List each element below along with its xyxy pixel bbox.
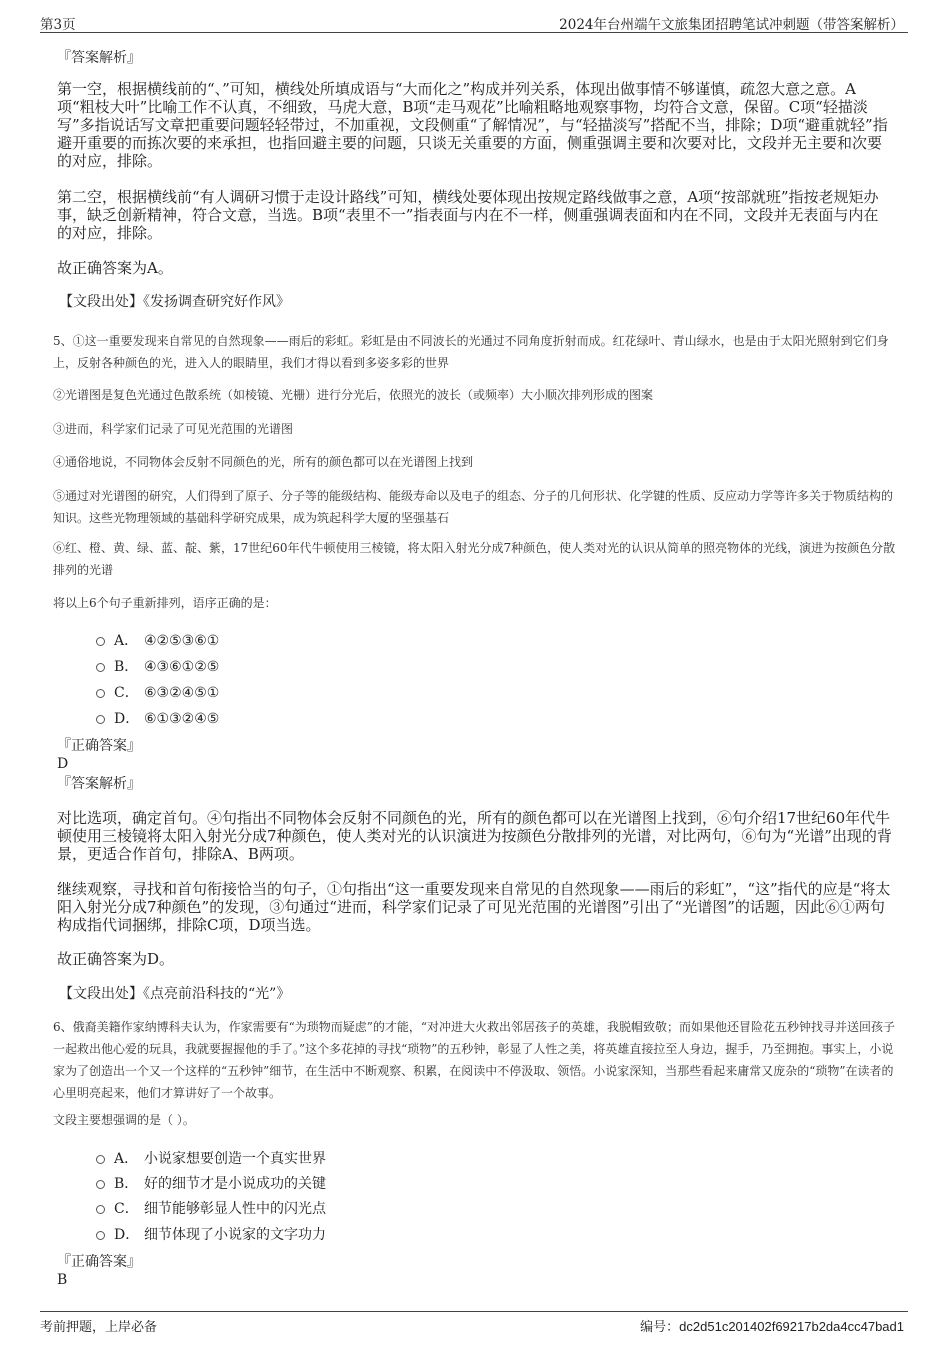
q6-passage: 6、俄裔美籍作家纳博科夫认为，作家需要有“为琐物而疑虑”的才能，“对冲进大火救出邻居孩子的英雄，我脱帽致敬；而如果他还冒险花五秒钟找寻并送回孩子一起救出他心爱的玩具，我就要握握他的手了。”这个多花掉的寻找“琐物”的五秒钟，彰显了人性之美，将英雄直接拉至人身边，握手，乃至拥抱。事实上，小说家为了创造出一个又一个这样的“五秒钟”细节，在生活中不断观察、积累，在阅读中不停汲取、领悟。小说家深知，当那些看起来庸常又庞杂的“琐物”在读者的心里明亮起来，他们才算讲好了一个故事。 — [53, 1020, 896, 1100]
q5-sentence-5: ⑤通过对光谱图的研究，人们得到了原子、分子等的能级结构、能级寿命以及电子的组态、分子的几何形状、化学键的性质、反应动力学等许多关于物质结构的知识。这些光物理领域的基础科学研究成果，成为筑起科学大厦的坚强基石 — [53, 489, 894, 525]
option-letter: A． — [114, 1151, 139, 1167]
document-title: 2024年台州端午文旅集团招聘笔试冲刺题（带答案解析） — [559, 17, 904, 33]
q5-analysis-label: 『答案解析』 — [57, 776, 141, 792]
option-letter: C． — [114, 685, 139, 701]
q5-sentence-4: ④通俗地说，不同物体会反射不同颜色的光，所有的颜色都可以在光谱图上找到 — [53, 455, 474, 469]
radio-icon[interactable] — [96, 715, 105, 724]
q5-sentence-1: 5、①这一重要发现来自常见的自然现象——雨后的彩虹。彩虹是由不同波长的光通过不同角度折射而成。红花绿叶、青山绿水，也是由于太阳光照射到它们身上，反射各种颜色的光，进入人的眼睛里，我们才得以看到多姿多彩的世界 — [53, 334, 889, 370]
q4-source: 【文段出处】《发扬调查研究好作风》 — [59, 294, 290, 310]
radio-icon[interactable] — [96, 663, 105, 672]
q5-sentence-6: ⑥红、橙、黄、绿、蓝、靛、紫，17世纪60年代牛顿使用三棱镜，将太阳入射光分成7种颜色，使人类对光的认识从简单的照亮物体的光线，演进为按颜色分散排列的光谱 — [53, 541, 896, 577]
q5-conclusion: 故正确答案为D。 — [57, 950, 175, 968]
option-text: 细节体现了小说家的文字功力 — [144, 1227, 326, 1243]
q5-source: 【文段出处】《点亮前沿科技的“光”》 — [59, 986, 291, 1002]
q4-conclusion: 故正确答案为A。 — [57, 259, 173, 277]
option-text: 细节能够彰显人性中的闪光点 — [144, 1201, 326, 1217]
q4-analysis-para2: 第二空，根据横线前“有人调研习惯于走设计路线”可知，横线处要体现出按规定路线做事之意，A项“按部就班”指按老规矩办事，缺乏创新精神，符合文意，当选。B项“表里不一”指表面与内在不一样，侧重强调表面和内在不同，文段并无表面与内在的对应，排除。 — [57, 188, 879, 242]
q5-sentence-2: ②光谱图是复色光通过色散系统（如棱镜、光栅）进行分光后，依照光的波长（或频率）大小顺次排列形成的图案 — [53, 388, 654, 402]
q6-option-c[interactable] — [96, 1198, 326, 1218]
page-number: 第3页 — [40, 17, 76, 33]
q5-option-b[interactable] — [96, 656, 219, 676]
q4-analysis-para1: 第一空，根据横线前的“、”可知，横线处所填成语与“大而化之”构成并列关系，体现出做事情不够谨慎，疏忽大意之意。A项“粗枝大叶”比喻工作不认真，不细致，马虎大意，B项“走马观花”比喻粗略地观察事物，均符合文意，保留。C项“轻描淡写”多指说话写文章把重要问题轻轻带过，不加重视，文段侧重“了解情况”，与“轻描淡写”搭配不当，排除；D项“避重就轻”指避开重要的而拣次要的来承担，也指回避主要的问题，只谈无关重要的方面，侧重强调主要和次要对比，文段并无主要和次要的对应，排除。 — [57, 80, 888, 170]
option-text: 小说家想要创造一个真实世界 — [144, 1151, 326, 1167]
option-letter: B． — [114, 1176, 139, 1192]
q6-answer-label: 『正确答案』 — [57, 1254, 141, 1270]
option-letter: A． — [114, 633, 139, 649]
radio-icon[interactable] — [96, 1205, 105, 1214]
option-text: 好的细节才是小说成功的关键 — [144, 1176, 326, 1192]
option-letter: D． — [114, 1227, 140, 1243]
page-footer — [40, 1311, 908, 1335]
q6-option-b[interactable] — [96, 1173, 326, 1193]
q5-answer: D — [57, 756, 69, 772]
radio-icon[interactable] — [96, 1155, 105, 1164]
option-letter: C． — [114, 1201, 139, 1217]
q5-answer-label: 『正确答案』 — [57, 738, 141, 754]
radio-icon[interactable] — [96, 689, 105, 698]
q5-sentence-3: ③进而，科学家们记录了可见光范围的光谱图 — [53, 422, 294, 436]
option-text: ④③⑥①②⑤ — [144, 659, 220, 675]
footer-motto: 考前押题，上岸必备 — [40, 1320, 158, 1335]
option-text: ④②⑤③⑥① — [144, 633, 220, 649]
code-label: 编号： — [640, 1320, 680, 1335]
page-header — [40, 10, 908, 33]
q5-option-d[interactable] — [96, 708, 219, 728]
q6-answer: B — [57, 1272, 68, 1288]
option-letter: D． — [114, 711, 140, 727]
option-text: ⑥③②④⑤① — [144, 685, 220, 701]
radio-icon[interactable] — [96, 637, 105, 646]
option-letter: B． — [114, 659, 139, 675]
q5-prompt: 将以上6个句子重新排列，语序正确的是： — [53, 596, 277, 610]
code-value: dc2d51c201402f69217b2da4cc47bad1 — [679, 1319, 904, 1334]
option-text: ⑥①③②④⑤ — [144, 711, 220, 727]
q5-analysis-para1: 对比选项，确定首句。④句指出不同物体会反射不同颜色的光，所有的颜色都可以在光谱图上找到，⑥句介绍17世纪60年代牛顿使用三棱镜将太阳入射光分成7种颜色，使人类对光的认识演进为按颜色分散排列的光谱，对比两句，⑥句为“光谱”出现的背景，更适合作首句，排除A、B两项。 — [57, 809, 892, 863]
radio-icon[interactable] — [96, 1231, 105, 1240]
q5-analysis-para2: 继续观察，寻找和首句衔接恰当的句子，①句指出“这一重要发现来自常见的自然现象——雨后的彩虹”，“这”指代的应是“将太阳入射光分成7种颜色”的发现，③句通过“进而，科学家们记录了可见光范围的光谱图”引出了“光谱图”的话题，因此⑥①两句构成指代词捆绑，排除C项，D项当选。 — [57, 880, 891, 934]
footer-code — [640, 1316, 904, 1335]
q6-prompt: 文段主要想强调的是（ ）。 — [53, 1113, 195, 1127]
q4-analysis-label: 『答案解析』 — [57, 50, 141, 66]
q6-option-d[interactable] — [96, 1224, 326, 1244]
q6-option-a[interactable] — [96, 1148, 326, 1168]
radio-icon[interactable] — [96, 1180, 105, 1189]
q5-option-c[interactable] — [96, 682, 219, 702]
q5-option-a[interactable] — [96, 630, 219, 650]
